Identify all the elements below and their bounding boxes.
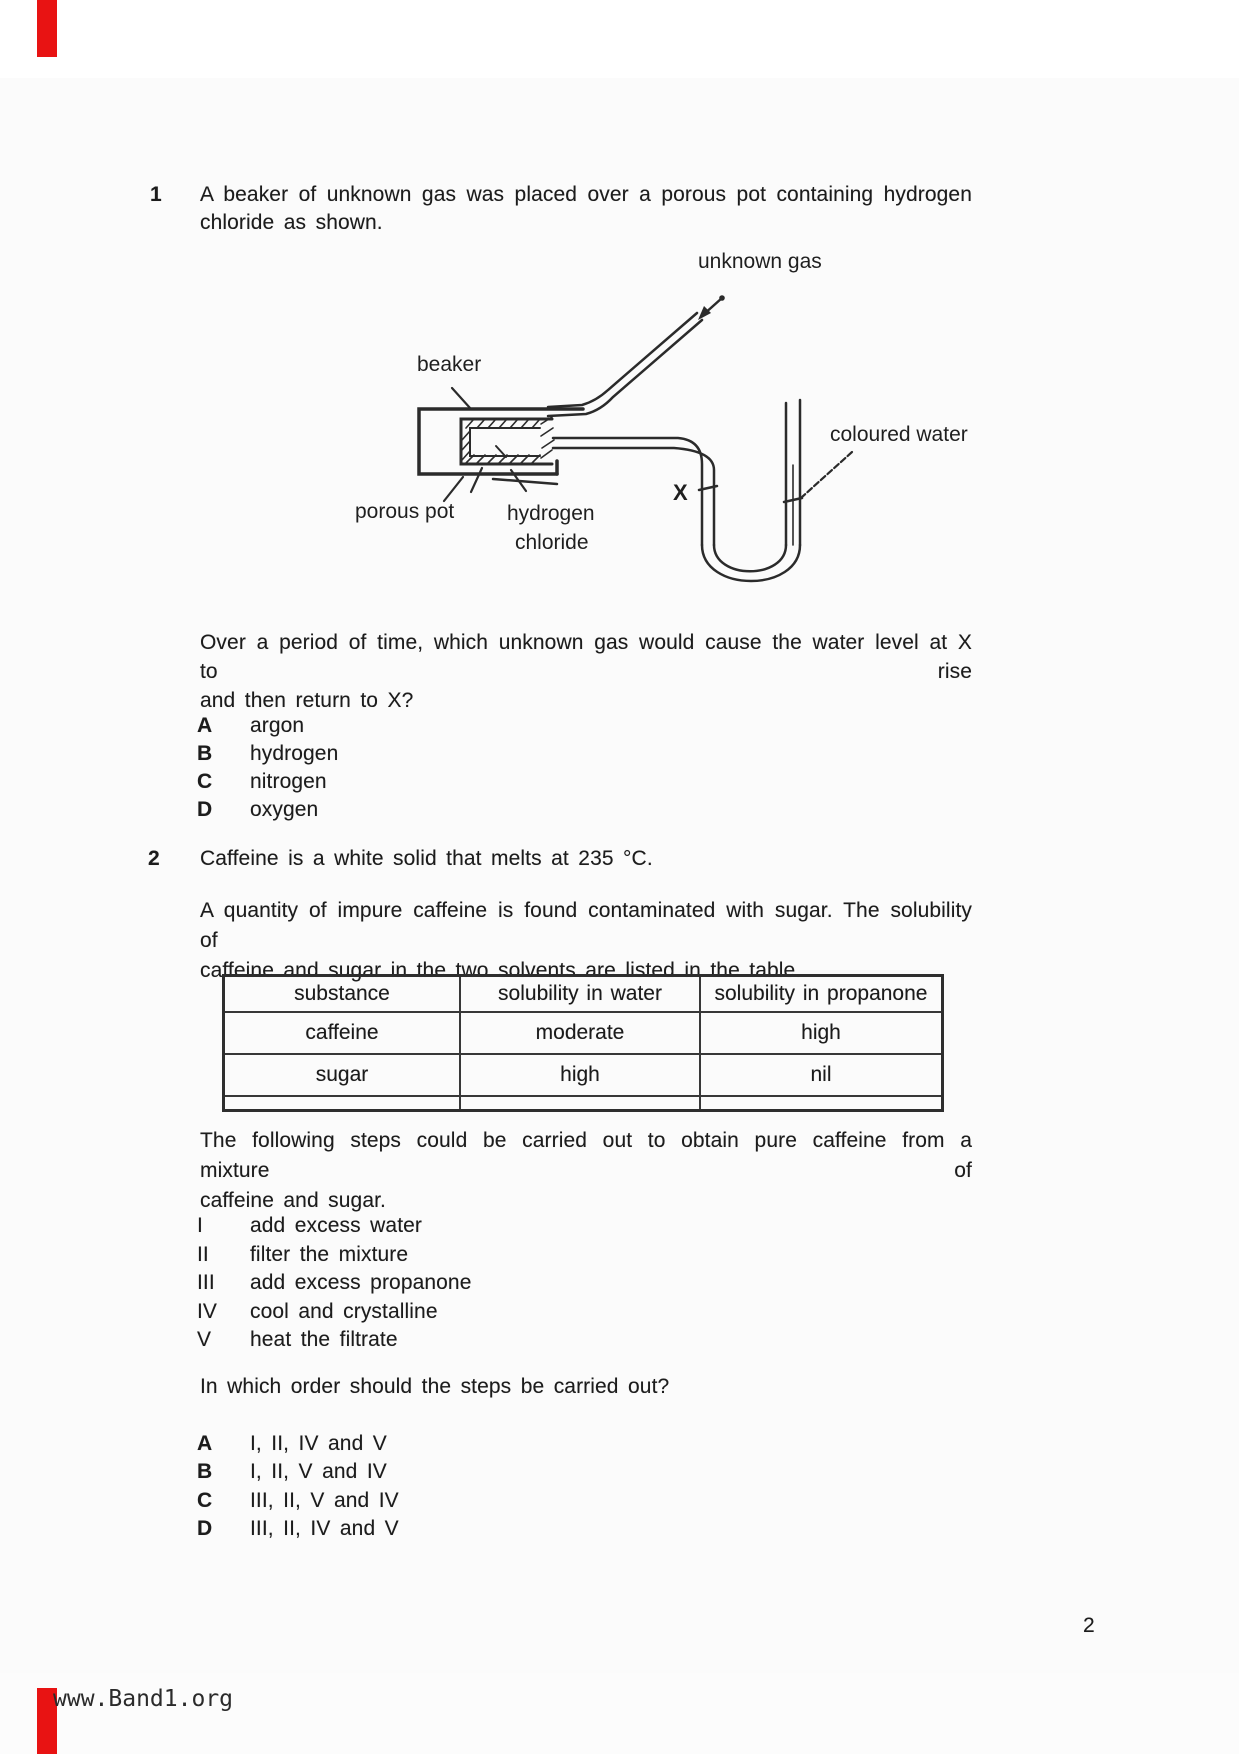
q1-intro-line2: chloride as shown. <box>200 211 383 234</box>
apparatus-diagram <box>330 225 1030 615</box>
table-header-propanone: solubility in propanone <box>701 977 941 1013</box>
step-1-numeral: I <box>197 1214 203 1237</box>
q2-option-c <box>197 1487 399 1515</box>
q2-question: In which order should the steps be carried out? <box>200 1375 670 1398</box>
q1-option-b <box>197 740 338 768</box>
top-margin-band <box>0 0 1239 78</box>
step-1-text: add excess water <box>250 1214 423 1237</box>
step-2-numeral: II <box>197 1243 209 1266</box>
gas-inlet-tube <box>548 313 702 416</box>
q1-option-a-text: argon <box>250 714 305 737</box>
u-tube-right-arm <box>786 400 800 545</box>
q2-para1 <box>200 896 972 986</box>
q2-option-a-text: I, II, IV and V <box>250 1432 387 1455</box>
step-2 <box>197 1241 408 1269</box>
q1-intro-line1: A beaker of unknown gas was placed over a porous pot containing hydrogen <box>200 183 972 206</box>
label-coloured-water: coloured water <box>830 423 968 446</box>
table-bottom-sliver <box>461 1097 701 1109</box>
porous-pot-shape <box>461 417 554 464</box>
q2-option-d <box>197 1515 399 1543</box>
step-4-numeral: IV <box>197 1300 218 1323</box>
q1-question <box>200 628 972 715</box>
q1-option-c-text: nitrogen <box>250 770 327 793</box>
step-5 <box>197 1326 398 1354</box>
leader-lines <box>444 388 852 501</box>
step-4 <box>197 1298 438 1326</box>
q2-para1-line1: A quantity of impure caffeine is found contaminated with sugar. The solubility of <box>200 899 972 952</box>
scan-artifact-red-top <box>37 0 57 57</box>
hydrogen-chloride-leader-left <box>471 468 482 492</box>
q2-intro: Caffeine is a white solid that melts at 235 °C. <box>200 847 653 870</box>
table-cell-sugar-propanone: nil <box>701 1055 941 1097</box>
label-chloride: chloride <box>515 531 589 554</box>
gas-inlet-arrow <box>698 295 725 320</box>
q2-option-b-letter: B <box>197 1460 213 1483</box>
step-5-numeral: V <box>197 1328 212 1351</box>
step-1 <box>197 1212 422 1240</box>
q1-option-d <box>197 796 318 824</box>
q2-option-d-letter: D <box>197 1517 213 1540</box>
q2-option-a <box>197 1430 387 1458</box>
q2-para2-line1: The following steps could be carried out to obtain pure caffeine from a mixture of <box>200 1129 972 1182</box>
website-watermark: www.Band1.org <box>53 1686 234 1712</box>
solubility-table <box>222 974 944 1112</box>
step-3-text: add excess propanone <box>250 1271 472 1294</box>
label-x-mark: X <box>673 480 688 505</box>
table-bottom-sliver <box>701 1097 941 1109</box>
step-5-text: heat the filtrate <box>250 1328 398 1351</box>
label-porous-pot: porous pot <box>355 500 455 523</box>
table-header-substance: substance <box>225 977 461 1013</box>
page-number: 2 <box>1083 1614 1095 1637</box>
q2-number: 2 <box>148 847 160 870</box>
q1-option-b-text: hydrogen <box>250 742 339 765</box>
table-cell-caffeine: caffeine <box>225 1013 461 1055</box>
step-2-text: filter the mixture <box>250 1243 409 1266</box>
beaker-leader <box>452 388 470 408</box>
step-3 <box>197 1269 472 1297</box>
q2-para1-line2: caffeine and sugar in the two solvents are listed in the table. <box>200 959 802 982</box>
table-cell-caffeine-water: moderate <box>461 1013 701 1055</box>
q2-option-c-letter: C <box>197 1489 213 1512</box>
q2-option-d-text: III, II, IV and V <box>250 1517 399 1540</box>
q1-option-c <box>197 768 327 796</box>
table-bottom-sliver <box>225 1097 461 1109</box>
table-header-water: solubility in water <box>461 977 701 1013</box>
q1-option-a-letter: A <box>197 714 213 737</box>
q1-option-b-letter: B <box>197 742 213 765</box>
table-cell-sugar: sugar <box>225 1055 461 1097</box>
q1-number: 1 <box>150 183 162 206</box>
q2-option-c-text: III, II, V and IV <box>250 1489 399 1512</box>
q1-question-line1: Over a period of time, which unknown gas would cause the water level at X to rise <box>200 631 972 683</box>
coloured-water-leader <box>802 452 852 497</box>
label-beaker: beaker <box>417 353 482 376</box>
porous-pot-leader <box>444 477 463 501</box>
table-cell-caffeine-propanone: high <box>701 1013 941 1055</box>
q2-option-b <box>197 1458 387 1486</box>
q2-option-a-letter: A <box>197 1432 213 1455</box>
table-cell-sugar-water: high <box>461 1055 701 1097</box>
q2-option-b-text: I, II, V and IV <box>250 1460 387 1483</box>
step-3-numeral: III <box>197 1271 215 1294</box>
q1-option-d-text: oxygen <box>250 798 319 821</box>
q1-question-line2: and then return to X? <box>200 689 414 712</box>
q1-option-a <box>197 712 304 740</box>
q2-para2-line2: caffeine and sugar. <box>200 1189 386 1212</box>
q1-option-d-letter: D <box>197 798 213 821</box>
label-unknown-gas: unknown gas <box>698 250 822 273</box>
q1-option-c-letter: C <box>197 770 213 793</box>
label-hydrogen: hydrogen <box>507 502 595 525</box>
step-4-text: cool and crystalline <box>250 1300 438 1323</box>
q2-para2 <box>200 1126 972 1216</box>
